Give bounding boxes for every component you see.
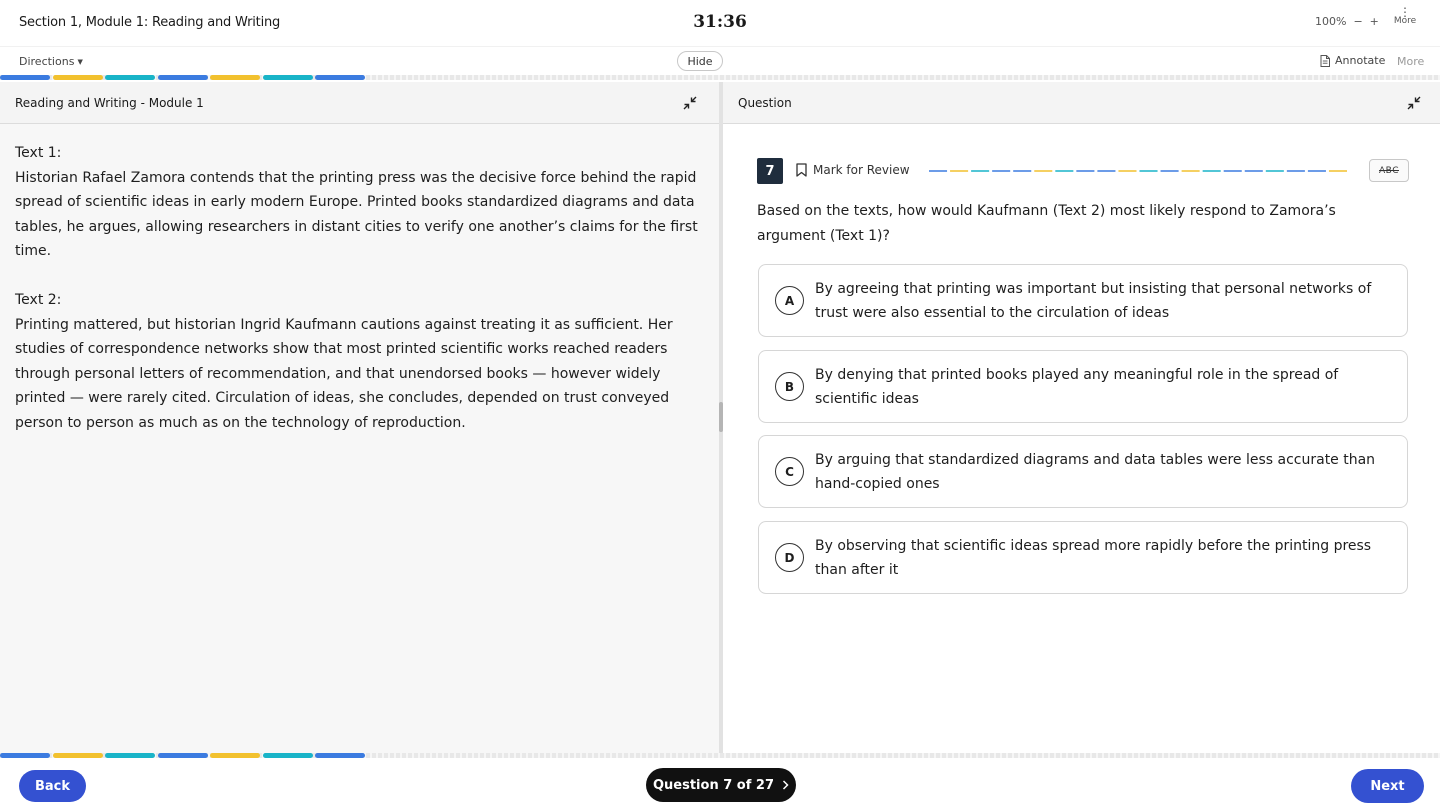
text1-body: Historian Rafael Zamora contends that the printing press was the decisive force behind the rapid spread of scientific ideas in early modern Europe. Printed books standardized diagrams and data tables, he argues, allowing researchers in distant cities to verify one another’s claims for the first time.	[15, 169, 698, 259]
text1-label: Text 1:	[15, 145, 62, 161]
choice-letter: C	[775, 457, 804, 486]
progress-strip-top	[0, 75, 1440, 80]
footer-bar	[0, 758, 1440, 810]
answer-choice-d[interactable]	[758, 521, 1408, 594]
passage-pane-header	[0, 82, 719, 124]
text2-body: Printing mattered, but historian Ingrid Kaufmann cautions against treating it as sufficient. Her studies of correspondence networks show that most printed scientific works reached readers through personal letters of recommendation, and that unendorsed books — however widely printed — were rarely cited. Circulation of ideas, she concludes, depended on trust conveyed person to person as much as on the technology of reproduction.	[15, 316, 673, 431]
zoom-level: 100%	[1315, 15, 1347, 28]
annotate-button[interactable]	[1320, 54, 1385, 67]
text2-label: Text 2:	[15, 292, 62, 308]
progress-segment	[315, 75, 365, 80]
passage-pane-title: Reading and Writing - Module 1	[15, 96, 204, 110]
progress-segment	[210, 75, 260, 80]
question-pane-title: Question	[738, 96, 792, 110]
question-dash-line	[929, 170, 1350, 172]
choice-text: By observing that scientific ideas spread more rapidly before the printing press than after it	[815, 538, 1372, 578]
sub-toolbar	[0, 46, 1440, 74]
more-label: More	[1393, 16, 1417, 26]
top-bar	[0, 0, 1440, 46]
section-title: Section 1, Module 1: Reading and Writing	[19, 15, 281, 30]
progress-segment	[158, 75, 208, 80]
directions-dropdown[interactable]	[19, 55, 83, 68]
choice-text: By arguing that standardized diagrams and data tables were less accurate than hand-copied ones	[815, 452, 1376, 492]
zoom-controls	[1315, 15, 1379, 28]
choice-letter: D	[775, 543, 804, 572]
zoom-in-button[interactable]: +	[1369, 15, 1379, 28]
document-icon	[1320, 55, 1330, 67]
directions-label: Directions	[19, 55, 75, 68]
choice-letter: A	[775, 286, 804, 315]
caret-down-icon: ▼	[77, 58, 83, 66]
progress-segment	[263, 75, 313, 80]
question-navigator-label: Question 7 of 27	[652, 777, 775, 793]
collapse-icon[interactable]	[682, 95, 698, 111]
mark-for-review-button[interactable]	[796, 163, 910, 177]
answer-choice-a[interactable]	[758, 264, 1408, 337]
answer-choice-c[interactable]	[758, 435, 1408, 508]
question-navigator-button[interactable]	[646, 768, 796, 802]
question-number-badge: 7	[757, 158, 783, 184]
mark-for-review-label: Mark for Review	[813, 163, 910, 177]
question-prompt: Based on the texts, how would Kaufmann (Text 2) most likely respond to Zamora’s argument (Text 1)?	[757, 203, 1336, 244]
more-menu-button[interactable]	[1391, 5, 1419, 27]
next-button[interactable]: Next	[1351, 769, 1424, 803]
passage-text	[15, 141, 710, 435]
chevron-right-icon	[782, 780, 789, 790]
more-options-button[interactable]: More	[1397, 55, 1425, 68]
choice-text: By denying that printed books played any meaningful role in the spread of scientific ideas	[815, 367, 1339, 407]
hide-button[interactable]: Hide	[677, 51, 723, 71]
passage-pane	[0, 82, 719, 753]
countdown-timer: 31:36	[693, 12, 747, 32]
vertical-dots-icon: ⋮	[1399, 5, 1411, 19]
zoom-out-button[interactable]: −	[1353, 15, 1363, 28]
progress-segment	[105, 75, 155, 80]
progress-segment	[53, 75, 103, 80]
annotate-label: Annotate	[1335, 54, 1386, 67]
question-pane-header	[723, 82, 1440, 124]
collapse-icon[interactable]	[1406, 95, 1422, 111]
choice-text: By agreeing that printing was important but insisting that personal networks of trust were also essential to the circulation of ideas	[815, 281, 1372, 321]
choice-letter: B	[775, 372, 804, 401]
bookmark-icon	[796, 163, 807, 177]
answer-choice-b[interactable]	[758, 350, 1408, 423]
progress-segment	[0, 75, 50, 80]
answer-eliminator-button[interactable]: ABC	[1369, 159, 1409, 182]
back-button[interactable]: Back	[19, 770, 86, 802]
